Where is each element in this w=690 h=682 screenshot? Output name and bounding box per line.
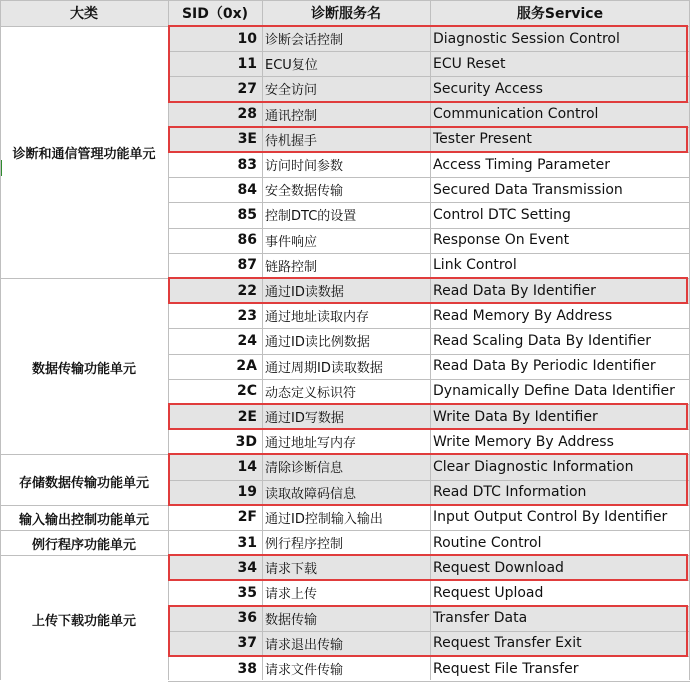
sid-cell: 84 bbox=[237, 181, 257, 198]
en-name-cell: Routine Control bbox=[433, 534, 542, 551]
cn-name-cell: 请求上传 bbox=[265, 587, 318, 603]
grid-line bbox=[168, 429, 690, 430]
en-name-cell: Request Transfer Exit bbox=[430, 631, 690, 656]
en-name-cell: Clear Diagnostic Information bbox=[430, 454, 690, 479]
sid-cell: 27 bbox=[168, 76, 262, 101]
category-routine: 例行程序功能单元 bbox=[31, 538, 136, 553]
grid-line bbox=[168, 51, 690, 52]
en-name-cell: Control DTC Setting bbox=[433, 206, 571, 223]
grid-line bbox=[168, 606, 690, 607]
sid-cell: 83 bbox=[237, 156, 257, 173]
cn-name-cell: 请求退出传输 bbox=[262, 631, 430, 656]
grid-line bbox=[262, 0, 263, 680]
en-name-cell: Secured Data Transmission bbox=[433, 181, 623, 198]
sid-cell: 38 bbox=[237, 660, 257, 677]
sid-cell: 31 bbox=[237, 534, 257, 551]
grid-line bbox=[168, 404, 690, 405]
en-name-cell: Read Data By Identifier bbox=[430, 278, 690, 303]
sid-cell: 87 bbox=[237, 257, 257, 274]
header-category: 大类 bbox=[0, 0, 168, 26]
cn-name-cell: 读取故障码信息 bbox=[262, 480, 430, 505]
cn-name-cell: 通过地址写内存 bbox=[265, 436, 357, 452]
grid-line bbox=[168, 127, 690, 128]
header-sid: SID（0x) bbox=[168, 0, 262, 26]
sid-cell: 2C bbox=[236, 383, 257, 400]
cn-name-cell: 动态定义标识符 bbox=[265, 385, 357, 401]
grid-line bbox=[168, 202, 690, 203]
cn-name-cell: 访问时间参数 bbox=[265, 159, 344, 175]
grid-line bbox=[0, 505, 690, 506]
cn-name-cell: 通过ID读数据 bbox=[262, 278, 430, 303]
en-name-cell: Response On Event bbox=[433, 232, 570, 249]
grid-line bbox=[168, 76, 690, 77]
grid-line bbox=[430, 0, 431, 680]
grid-line bbox=[0, 454, 690, 455]
cn-name-cell: 清除诊断信息 bbox=[262, 454, 430, 479]
grid-line bbox=[0, 278, 690, 279]
category-io-control: 输入输出控制功能单元 bbox=[18, 513, 149, 528]
sid-cell: 19 bbox=[168, 480, 262, 505]
cn-name-cell: 安全访问 bbox=[262, 76, 430, 101]
grid-line bbox=[0, 0, 690, 1]
grid-line bbox=[168, 253, 690, 254]
grid-line bbox=[0, 530, 690, 531]
cn-name-cell: 例行程序控制 bbox=[265, 537, 344, 553]
sid-cell: 22 bbox=[168, 278, 262, 303]
sid-cell: 23 bbox=[237, 307, 257, 324]
grid-line bbox=[168, 228, 690, 229]
cn-name-cell: ECU复位 bbox=[262, 51, 430, 76]
cn-name-cell: 通讯控制 bbox=[262, 102, 430, 127]
sid-cell: 14 bbox=[168, 454, 262, 479]
sid-cell: 36 bbox=[168, 606, 262, 631]
en-name-cell: Request Download bbox=[430, 555, 690, 580]
en-name-cell: Write Data By Identifier bbox=[430, 404, 690, 429]
sid-cell: 10 bbox=[168, 26, 262, 51]
cn-name-cell: 请求文件传输 bbox=[265, 663, 344, 679]
en-name-cell: Link Control bbox=[433, 257, 517, 274]
grid-line bbox=[168, 152, 690, 153]
header-en-name: 服务Service bbox=[430, 0, 690, 26]
cn-name-cell: 通过ID写数据 bbox=[262, 404, 430, 429]
category-upload-download: 上传下载功能单元 bbox=[31, 613, 136, 629]
en-name-cell: Access Timing Parameter bbox=[433, 156, 610, 173]
cn-name-cell: 通过周期ID读取数据 bbox=[265, 360, 383, 376]
grid-line bbox=[168, 656, 690, 657]
cn-name-cell: 通过地址读取内存 bbox=[265, 310, 370, 326]
en-name-cell: Read Data By Periodic Identifier bbox=[433, 358, 656, 375]
grid-line bbox=[168, 0, 169, 680]
grid-line bbox=[168, 177, 690, 178]
cn-name-cell: 链路控制 bbox=[265, 259, 318, 275]
en-name-cell: Security Access bbox=[430, 76, 690, 101]
cn-name-cell: 控制DTC的设置 bbox=[265, 209, 357, 225]
cn-name-cell: 请求下载 bbox=[262, 555, 430, 580]
cn-name-cell: 通过ID读比例数据 bbox=[265, 335, 370, 351]
en-name-cell: Request File Transfer bbox=[433, 660, 579, 677]
sid-cell: 34 bbox=[168, 555, 262, 580]
sid-cell: 2A bbox=[236, 358, 257, 375]
sid-cell: 85 bbox=[237, 206, 257, 223]
cn-name-cell: 待机握手 bbox=[262, 127, 430, 152]
grid-line bbox=[0, 0, 1, 680]
en-name-cell: Write Memory By Address bbox=[433, 433, 614, 450]
header-cn-name: 诊断服务名 bbox=[262, 0, 430, 26]
sid-cell: 11 bbox=[168, 51, 262, 76]
sid-cell: 2E bbox=[168, 404, 262, 429]
en-name-cell: Input Output Control By Identifier bbox=[433, 509, 668, 526]
en-name-cell: Read DTC Information bbox=[430, 480, 690, 505]
en-name-cell: Read Memory By Address bbox=[433, 307, 613, 324]
grid-line bbox=[168, 328, 690, 329]
cn-name-cell: 安全数据传输 bbox=[265, 184, 344, 200]
en-name-cell: ECU Reset bbox=[430, 51, 690, 76]
cn-name-cell: 事件响应 bbox=[265, 234, 318, 250]
sid-cell: 86 bbox=[237, 232, 257, 249]
cn-name-cell: 数据传输 bbox=[262, 606, 430, 631]
grid-line bbox=[168, 580, 690, 581]
sid-cell: 3D bbox=[235, 433, 257, 450]
en-name-cell: Communication Control bbox=[430, 102, 690, 127]
grid-line bbox=[168, 303, 690, 304]
en-name-cell: Request Upload bbox=[433, 584, 544, 601]
sid-cell: 2F bbox=[237, 509, 257, 526]
cn-name-cell: 通过ID控制输入输出 bbox=[265, 511, 383, 527]
grid-line bbox=[0, 555, 690, 556]
sid-cell: 28 bbox=[168, 102, 262, 127]
category-stored-data: 存储数据传输功能单元 bbox=[18, 475, 149, 491]
grid-line bbox=[168, 102, 690, 103]
grid-line bbox=[0, 26, 690, 27]
category-data-transfer: 数据传输功能单元 bbox=[31, 362, 136, 377]
en-name-cell: Tester Present bbox=[430, 127, 690, 152]
en-name-cell: Dynamically Define Data Identifier bbox=[433, 383, 675, 400]
category-diag-comm: 诊断和通信管理功能单元 bbox=[12, 147, 156, 162]
grid-line bbox=[168, 354, 690, 355]
sid-cell: 35 bbox=[237, 584, 257, 601]
sid-cell: 37 bbox=[168, 631, 262, 656]
cn-name-cell: 诊断会话控制 bbox=[262, 26, 430, 51]
grid-line bbox=[168, 631, 690, 632]
en-name-cell: Read Scaling Data By Identifier bbox=[433, 332, 652, 349]
sid-cell: 24 bbox=[237, 332, 257, 349]
en-name-cell: Transfer Data bbox=[430, 606, 690, 631]
grid-line bbox=[168, 379, 690, 380]
en-name-cell: Diagnostic Session Control bbox=[430, 26, 690, 51]
sid-cell: 3E bbox=[168, 127, 262, 152]
grid-line bbox=[168, 480, 690, 481]
